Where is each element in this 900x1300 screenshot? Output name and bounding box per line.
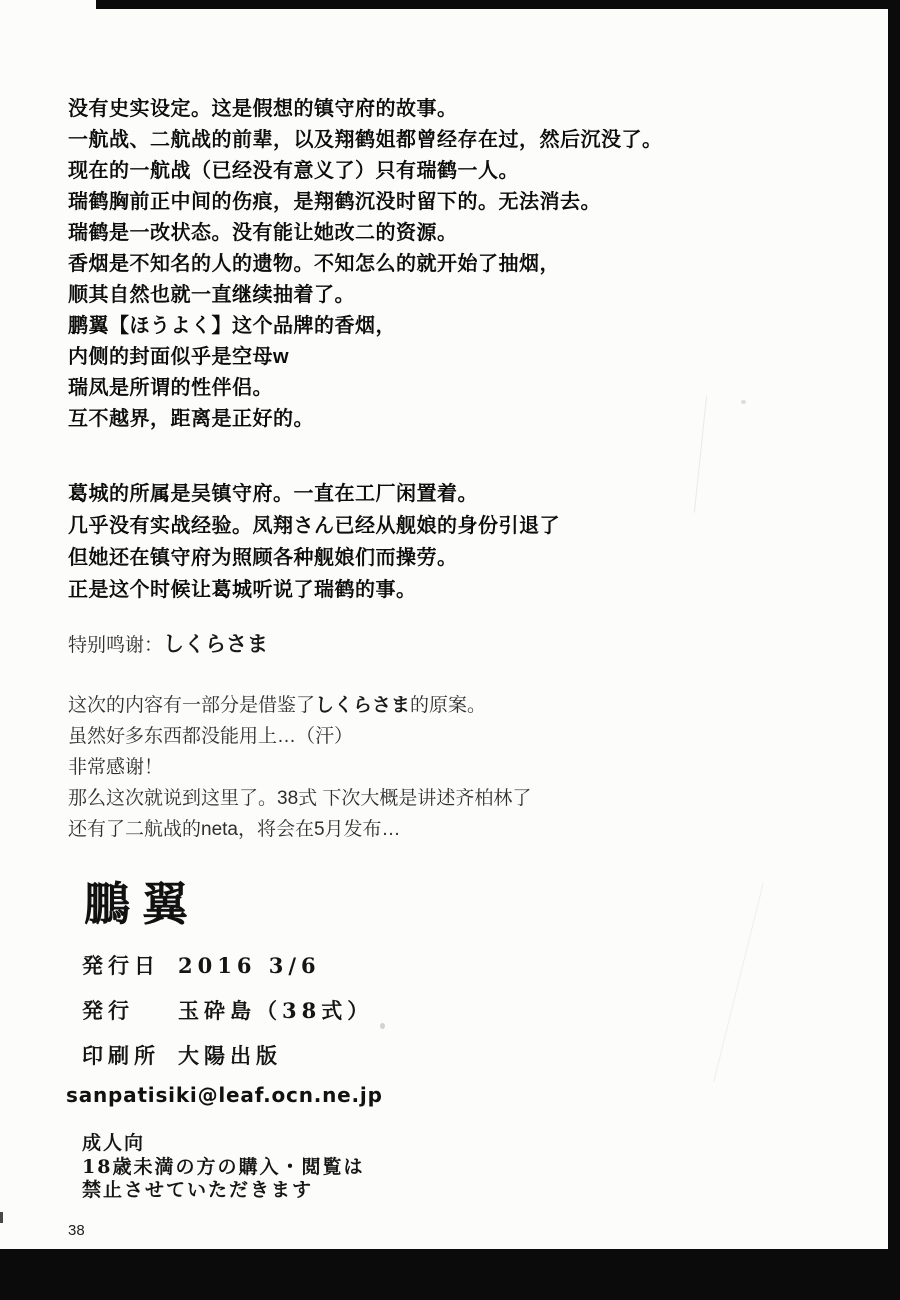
adult-notice-line: 18歳未満の方の購入・閲覧は	[82, 1155, 365, 1178]
page-number: 38	[68, 1222, 85, 1239]
adult-notice-line: 禁止させていただきます	[82, 1179, 314, 1201]
afterword-line: 这次的内容有一部分是借鉴了しくらさま的原案。	[68, 695, 487, 716]
story-note-line: 瑞凤是所谓的性伴侣。	[68, 377, 273, 399]
afterword-line: 非常感谢！	[68, 757, 164, 778]
afterword-line: 虽然好多东西都没能用上…（汗）	[68, 726, 354, 747]
story-note-line: 瑞鹤是一改状态。没有能让她改二的资源。	[68, 222, 458, 244]
publisher-value: 玉砕島（38式）	[178, 998, 374, 1023]
printer-label: 印刷所	[82, 1043, 160, 1068]
printer-value: 大陽出版	[178, 1043, 282, 1068]
story-note-line: 鹏翼【ほうよく】这个品牌的香烟，	[68, 315, 396, 337]
scan-edge-top	[96, 0, 900, 9]
credited-name: しくらさま	[315, 695, 411, 716]
scan-edge-bottom	[0, 1249, 900, 1300]
publisher-label: 発行	[82, 998, 134, 1023]
colophon-row-publisher	[82, 995, 373, 1040]
afterword-body	[68, 690, 531, 845]
story-note-line: 但她还在镇守府为照顾各种舰娘们而操劳。	[68, 547, 458, 569]
scan-fold-artifact	[713, 883, 764, 1082]
scan-speck-artifact	[741, 400, 746, 404]
story-note-line: 正是这个时候让葛城听说了瑞鹤的事。	[68, 579, 417, 601]
scan-speck-artifact	[380, 1023, 385, 1029]
scan-edge-artifact	[0, 1212, 3, 1223]
book-title: 鵬翼	[84, 877, 200, 931]
story-note-line: 香烟是不知名的人的遗物。不知怎么的就开始了抽烟，	[68, 253, 560, 275]
special-thanks-label: 特别鸣谢：	[68, 635, 164, 656]
story-note-line: 一航战、二航战的前辈，以及翔鹤姐都曾经存在过，然后沉没了。	[68, 129, 663, 151]
story-note-line: 没有史实设定。这是假想的镇守府的故事。	[68, 98, 458, 120]
story-note-line: 顺其自然也就一直继续抽着了。	[68, 284, 355, 306]
story-note-line: 内侧的封面似乎是空母w	[68, 346, 290, 368]
story-note-line: 瑞鹤胸前正中间的伤痕，是翔鹤沉没时留下的。无法消去。	[68, 191, 601, 213]
afterword-line: 还有了二航战的neta，将会在5月发布…	[68, 819, 401, 840]
story-note-line: 现在的一航战（已经没有意义了）只有瑞鹤一人。	[68, 160, 519, 182]
adult-notice	[82, 1132, 364, 1203]
scan-edge-right	[888, 0, 900, 1252]
story-note-line: 几乎没有实战经验。凤翔さん已经从舰娘的身份引退了	[68, 515, 560, 537]
special-thanks-heading	[68, 628, 268, 658]
adult-notice-line: 成人向	[82, 1132, 146, 1154]
story-notes-block-2	[68, 478, 560, 606]
colophon-row-printer	[82, 1040, 373, 1085]
contact-email: sanpatisiki@leaf.ocn.ne.jp	[66, 1083, 383, 1107]
publish-date-label: 発行日	[82, 953, 160, 978]
story-note-line: 互不越界，距离是正好的。	[68, 408, 314, 430]
special-thanks-name: しくらさま	[163, 633, 269, 656]
story-notes-block-1	[68, 94, 663, 435]
scan-fold-artifact	[694, 395, 707, 512]
afterword-line: 那么这次就说到这里了。38式 下次大概是讲述齐柏林了	[68, 788, 532, 809]
colophon	[82, 950, 373, 1085]
colophon-row-publish-date	[82, 950, 373, 995]
story-note-line: 葛城的所属是吴镇守府。一直在工厂闲置着。	[68, 483, 478, 505]
publish-date-value: 2016 3/6	[178, 953, 321, 978]
